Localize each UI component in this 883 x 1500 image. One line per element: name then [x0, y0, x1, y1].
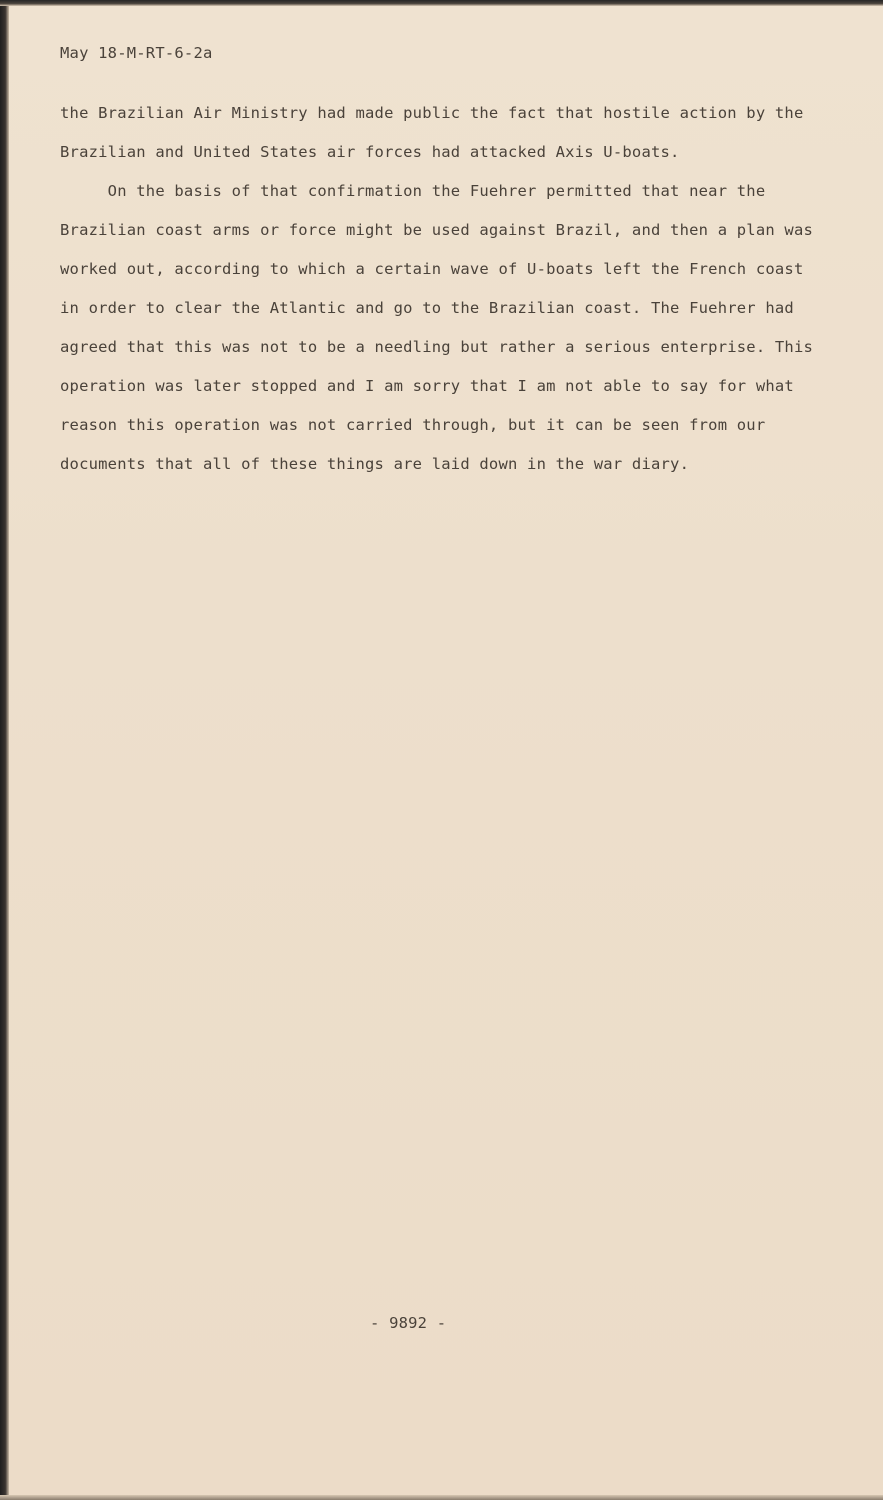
text-line: documents that all of these things are laid down in the war diary.: [60, 455, 690, 473]
text-line: Brazilian coast arms or force might be used against Brazil, and then a plan was: [60, 221, 814, 239]
page-number: - 9892 -: [370, 1314, 447, 1332]
scan-edge-left: [0, 0, 9, 1500]
text-line: operation was later stopped and I am sorry that I am not able to say for what: [60, 377, 794, 395]
text-line: in order to clear the Atlantic and go to the Brazilian coast. The Fuehrer had: [60, 299, 794, 317]
document-reference: May 18-M-RT-6-2a: [60, 44, 213, 62]
text-line: reason this operation was not carried through, but it can be seen from our: [60, 416, 766, 434]
text-line: the Brazilian Air Ministry had made public the fact that hostile action by the: [60, 104, 804, 122]
text-line: Brazilian and United States air forces had attacked Axis U-boats.: [60, 143, 680, 161]
text-line: agreed that this was not to be a needling but rather a serious enterprise. This: [60, 338, 814, 356]
text-line: worked out, according to which a certain wave of U-boats left the French coast: [60, 260, 804, 278]
scan-edge-top: [0, 0, 883, 6]
text-line: On the basis of that confirmation the Fuehrer permitted that near the: [60, 182, 766, 200]
scan-edge-bottom: [0, 1495, 883, 1500]
